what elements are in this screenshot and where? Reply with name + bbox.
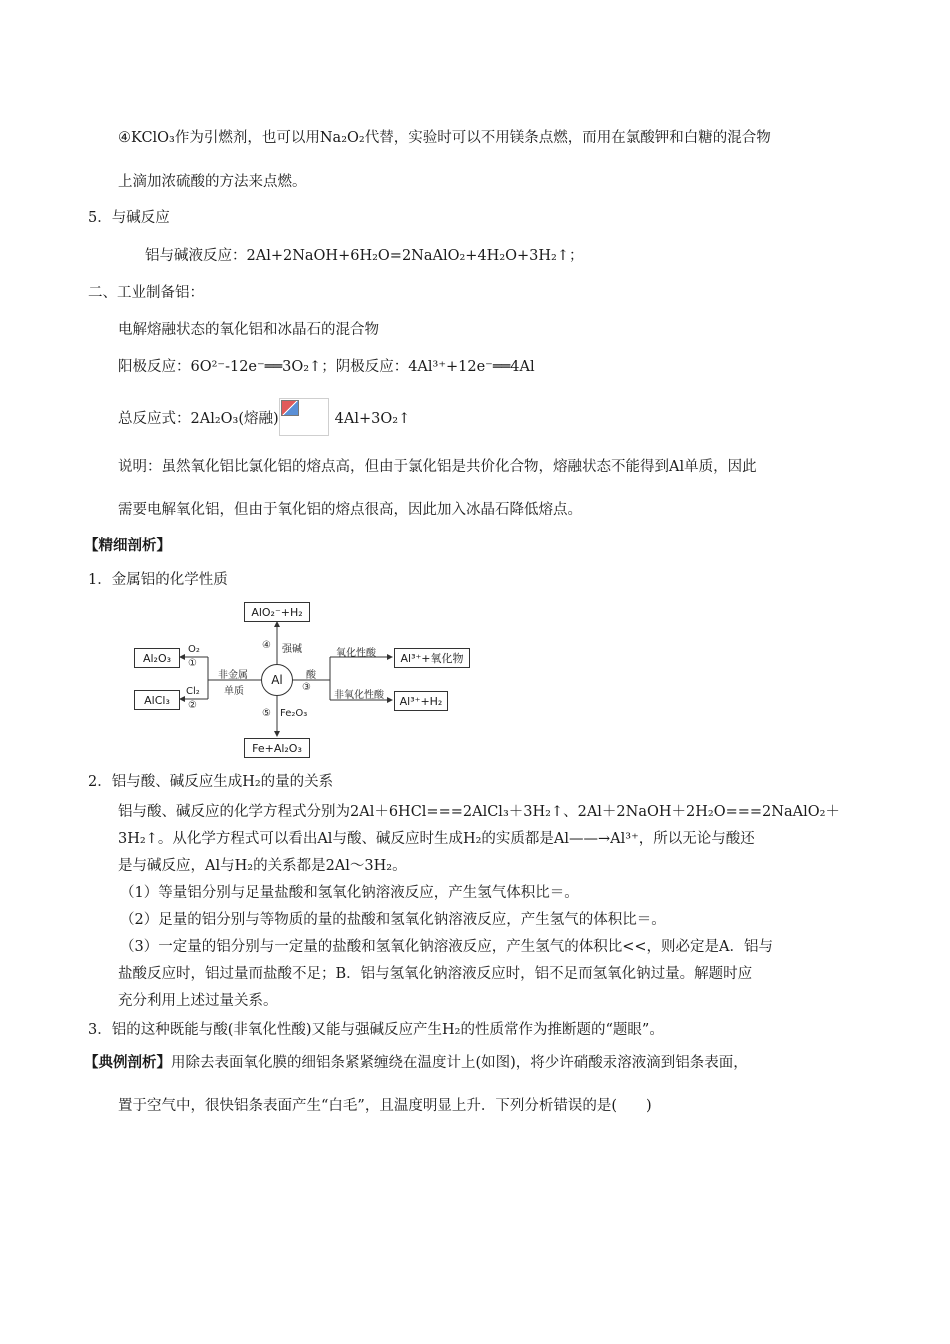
aluminum-node: Al <box>261 664 293 696</box>
product-box-aluminate: AlO₂⁻+H₂ <box>244 602 310 622</box>
total-reaction <box>118 400 410 438</box>
reagent-label: Cl₂ <box>186 686 200 697</box>
total-reaction-suffix: 4Al+3O₂↑ <box>334 411 411 427</box>
paragraph-line: 充分利用上述过量关系。 <box>118 993 278 1009</box>
reaction-number: ① <box>188 658 197 669</box>
broken-image-icon <box>279 398 329 436</box>
reaction-number: ② <box>188 700 197 711</box>
example-line <box>84 1053 748 1073</box>
section-heading: 二、工业制备铝： <box>88 285 204 301</box>
paragraph-line: 说明：虽然氧化铝比氯化铝的熔点高，但由于氯化铝是共价化合物，熔融状态不能得到Al单质，因此 <box>118 459 757 475</box>
reaction-number: ③ <box>302 682 311 693</box>
analysis-heading: 【精细剖析】 <box>84 537 171 554</box>
category-label: 酸 <box>306 670 316 681</box>
list-item: 3．铝的这种既能与酸(非氧化性酸)又能与强碱反应产生H₂的性质常作为推断题的“题眼”。 <box>88 1022 664 1038</box>
equation-line: 铝与碱液反应：2Al+2NaOH+6H₂O=2NaAlO₂+4H₂O+3H₂↑； <box>145 248 584 264</box>
product-box-hydrogen: Al³⁺+H₂ <box>394 691 448 711</box>
section-heading: 5．与碱反应 <box>88 210 170 226</box>
paragraph-line: 电解熔融状态的氧化铝和冰晶石的混合物 <box>118 322 379 338</box>
paragraph-line: 铝与酸、碱反应的化学方程式分别为2Al＋6HCl===2AlCl₃＋3H₂↑、2Al＋2NaOH＋2H₂O===2NaAlO₂＋ <box>118 804 840 820</box>
list-item: 1．金属铝的化学性质 <box>88 572 228 588</box>
paragraph-line: 置于空气中，很快铝条表面产生“白毛”，且温度明显上升．下列分析错误的是( ) <box>118 1098 652 1114</box>
aluminum-properties-diagram <box>130 600 480 760</box>
paragraph-line: ④KClO₃作为引燃剂，也可以用Na₂O₂代替，实验时可以不用镁条点燃，而用在氯酸钾和白糖的混合物 <box>118 130 771 146</box>
product-box-oxidizing-acid: Al³⁺+氧化物 <box>394 648 470 668</box>
reagent-label: 强碱 <box>282 644 302 655</box>
paragraph-line: 需要电解氧化铝，但由于氧化铝的熔点很高，因此加入冰晶石降低熔点。 <box>118 502 582 518</box>
reaction-number: ④ <box>262 640 271 651</box>
diagram-connectors <box>130 600 480 760</box>
product-box-aluminum-chloride: AlCl₃ <box>134 690 180 710</box>
paragraph-line: 是与碱反应，Al与H₂的关系都是2Al～3H₂。 <box>118 858 407 874</box>
sub-item: （1）等量铝分别与足量盐酸和氢氧化钠溶液反应，产生氢气体积比＝。 <box>120 885 579 901</box>
list-item: 2．铝与酸、碱反应生成H₂的量的关系 <box>88 774 334 790</box>
category-label: 单质 <box>224 686 244 697</box>
paragraph-line: 3H₂↑。从化学方程式可以看出Al与酸、碱反应时生成H₂的实质都是Al——→Al³⁺，所以无论与酸还 <box>118 831 755 847</box>
reaction-number: ⑤ <box>262 708 271 719</box>
reagent-label: 氧化性酸 <box>336 648 376 659</box>
reagent-label: Fe₂O₃ <box>280 708 308 719</box>
equation-line: 阳极反应：6O²⁻-12e⁻══3O₂↑；阴极反应：4Al³⁺+12e⁻══4Al <box>118 359 535 375</box>
example-heading: 【典例剖析】 <box>84 1054 171 1071</box>
product-box-alumina: Al₂O₃ <box>134 648 180 668</box>
sub-item: （2）足量的铝分别与等物质的量的盐酸和氢氧化钠溶液反应，产生氢气的体积比＝。 <box>120 912 666 928</box>
total-reaction-prefix: 总反应式：2Al₂O₃(熔融) <box>118 411 279 427</box>
example-text: 用除去表面氧化膜的细铝条紧紧缠绕在温度计上(如图)，将少许硝酸汞溶液滴到铝条表面， <box>171 1055 748 1071</box>
product-box-thermite: Fe+Al₂O₃ <box>244 738 310 758</box>
paragraph-line: 上滴加浓硫酸的方法来点燃。 <box>118 174 307 190</box>
reagent-label: 非氧化性酸 <box>334 690 384 701</box>
sub-item: （3）一定量的铝分别与一定量的盐酸和氢氧化钠溶液反应，产生氢气的体积比<<，则必定是A．铝与 <box>120 939 773 955</box>
paragraph-line: 盐酸反应时，铝过量而盐酸不足；B．铝与氢氧化钠溶液反应时，铝不足而氢氧化钠过量。解题时应 <box>118 966 753 982</box>
category-label: 非金属 <box>218 670 248 681</box>
reagent-label: O₂ <box>188 644 200 655</box>
